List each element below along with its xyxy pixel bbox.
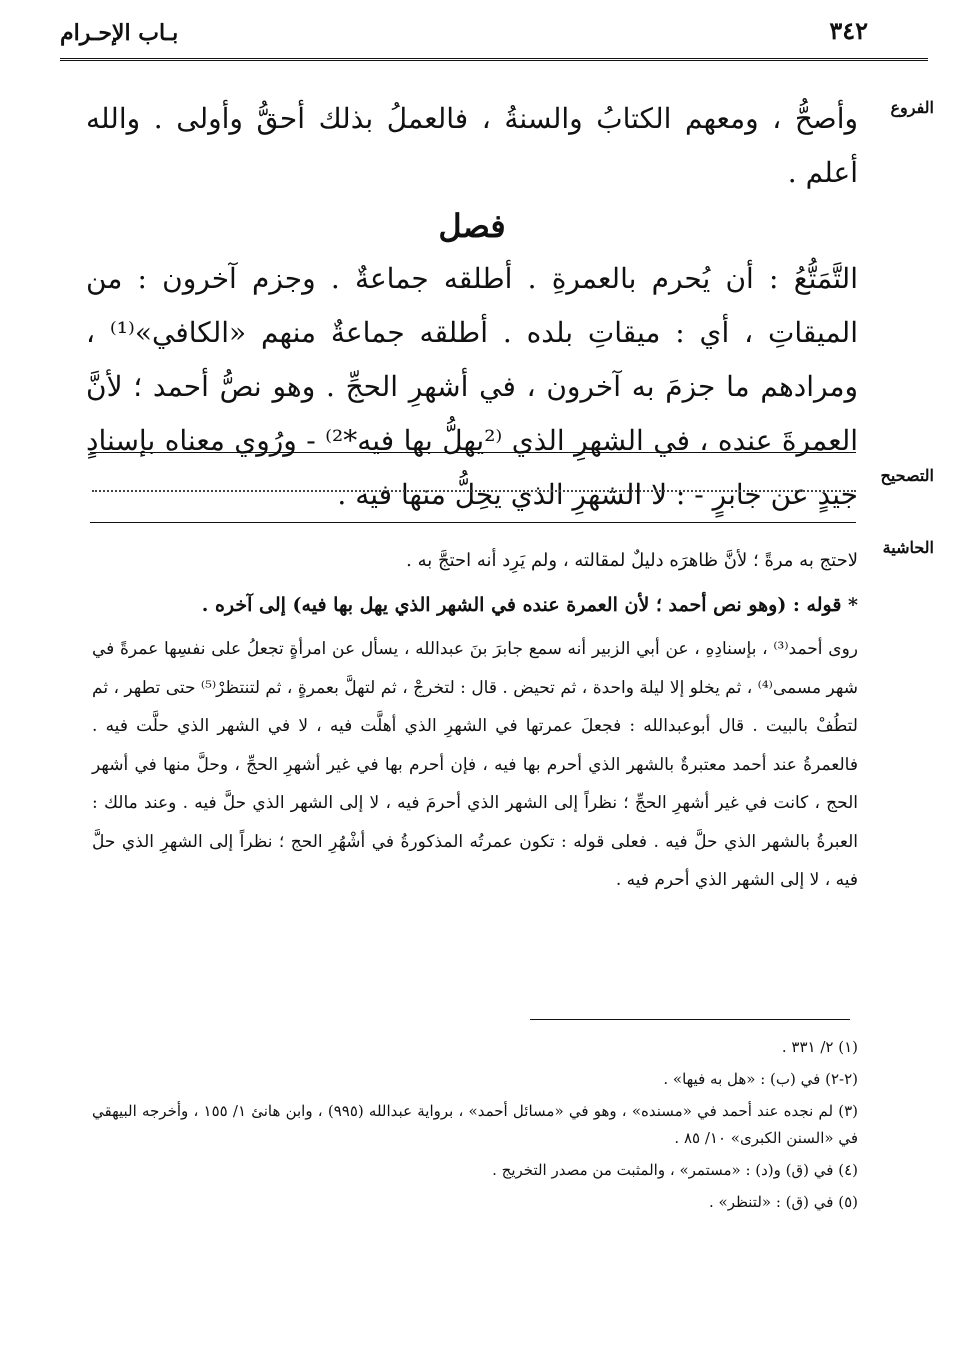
- footnote-4: (٤) في (ق) و(د) : «مستمر» ، والمثبت من مصدر التخريج .: [492, 1161, 858, 1179]
- footnotes: [92, 1034, 858, 1221]
- hashiya-block: [92, 542, 858, 906]
- footnote-1: (١) ٢/ ٣٣١ .: [781, 1038, 858, 1056]
- furu-first-line: وأصحُّ ، ومعهم الكتابُ والسنةُ ، فالعملُ بذلك أحقُّ وأولى . والله أعلم .: [86, 102, 858, 189]
- footnote-rule: [530, 1019, 850, 1020]
- label-hashiya: الحاشية: [882, 538, 934, 557]
- footnote-5: (٥) في (ق) : «لتنظر» .: [708, 1193, 858, 1211]
- furu-text-block: [86, 92, 858, 522]
- hashiya-quote: * قوله : (وهو نص أحمد ؛ لأن العمرة عنده في الشهر الذي يهل بها فيه) إلى آخره .: [201, 594, 858, 616]
- tashih-dotted-line: [92, 490, 856, 492]
- header-rule: [60, 58, 928, 61]
- furu-paragraph: التَّمَتُّعُ : أن يُحرم بالعمرةِ . أطلقه جماعةٌ . وجزم آخرون : من الميقاتِ ، أي : ميقاتِ بلده . أطلقه جماعةٌ منهم «الكافي»⁽¹⁾ ، ومرادهم ما جزمَ به آخرون ، في أشهرِ الحجِّ . وهو نصُّ أحمد ؛ لأنَّ العمرةَ عنده ، في الشهرِ الذي ⁽²يهلُّ بها فيه*²⁾ - ورُوي معناه بإسنادٍ جيدٍ عن جابرٍ - : لا الشهرِ الذي يحِلُّ منها فيه .: [86, 262, 859, 511]
- page-number: ٣٤٢: [829, 16, 868, 45]
- section-heading: فصل: [438, 207, 506, 245]
- tashih-top-rule: [90, 452, 856, 453]
- label-tashih: التصحيح: [880, 466, 934, 485]
- chapter-title: بـاب الإحـرام: [60, 20, 179, 46]
- hashiya-first-line: لاحتج به مرةً ؛ لأنَّ ظاهرَه دليلٌ لمقالته ، ولم يَرِد أنه احتجَّ به .: [406, 550, 858, 571]
- tashih-bottom-rule: [90, 522, 856, 523]
- footnote-3: (٣) لم نجده عند أحمد في «مسنده» ، وهو في «مسائل أحمد» ، برواية عبدالله (٩٩٥) ، وابن هانئ ١/ ١٥٥ ، وأخرجه البيهقي في «السنن الكبرى» ١٠/ ٨٥ .: [92, 1102, 859, 1147]
- label-furu: الفروع: [890, 98, 934, 117]
- hashiya-body: روى أحمد⁽³⁾ ، بإسنادِهِ ، عن أبي الزبير أنه سمع جابرَ بنَ عبدالله ، يسأل عن امرأةٍ تجعلُ على نفسِها عمرةً في شهر مسمى⁽⁴⁾ ، ثم يخلو إلا ليلة واحدة ، ثم تحيض . قال : لتخرجْ ، ثم لتهلَّ بعمرةٍ ، ثم لتنتظرْ⁽⁵⁾ حتى تطهر ، ثم لتطُفْ بالبيت . قال أبوعبدالله : فجعلَ عمرتها في الشهرِ الذي أهلَّت فيه ، لا في الشهر الذي حلَّت فيه . فالعمرةُ عند أحمد معتبرةٌ بالشهر الذي أحرم بها فيه ، فإن أحرم بها في غير أشهرِ الحجِّ ، وحلَّ منها في أشهر الحج ، كانت في غير أشهرِ الحجِّ ؛ نظراً إلى الشهر الذي أحرمَ فيه ، لا إلى الشهر الذي حلَّ فيه . وعند مالك : العبرةُ بالشهر الذي حلَّ فيه . فعلى قوله : تكون عمرتُه المذكورةُ في أشْهُرِ الحج ؛ نظراً إلى الشهرِ الذي حلَّ فيه ، لا إلى الشهر الذي أحرم فيه .: [92, 639, 858, 890]
- footnote-2: (٢-٢) في (ب) : «هل به فيها» .: [663, 1070, 858, 1088]
